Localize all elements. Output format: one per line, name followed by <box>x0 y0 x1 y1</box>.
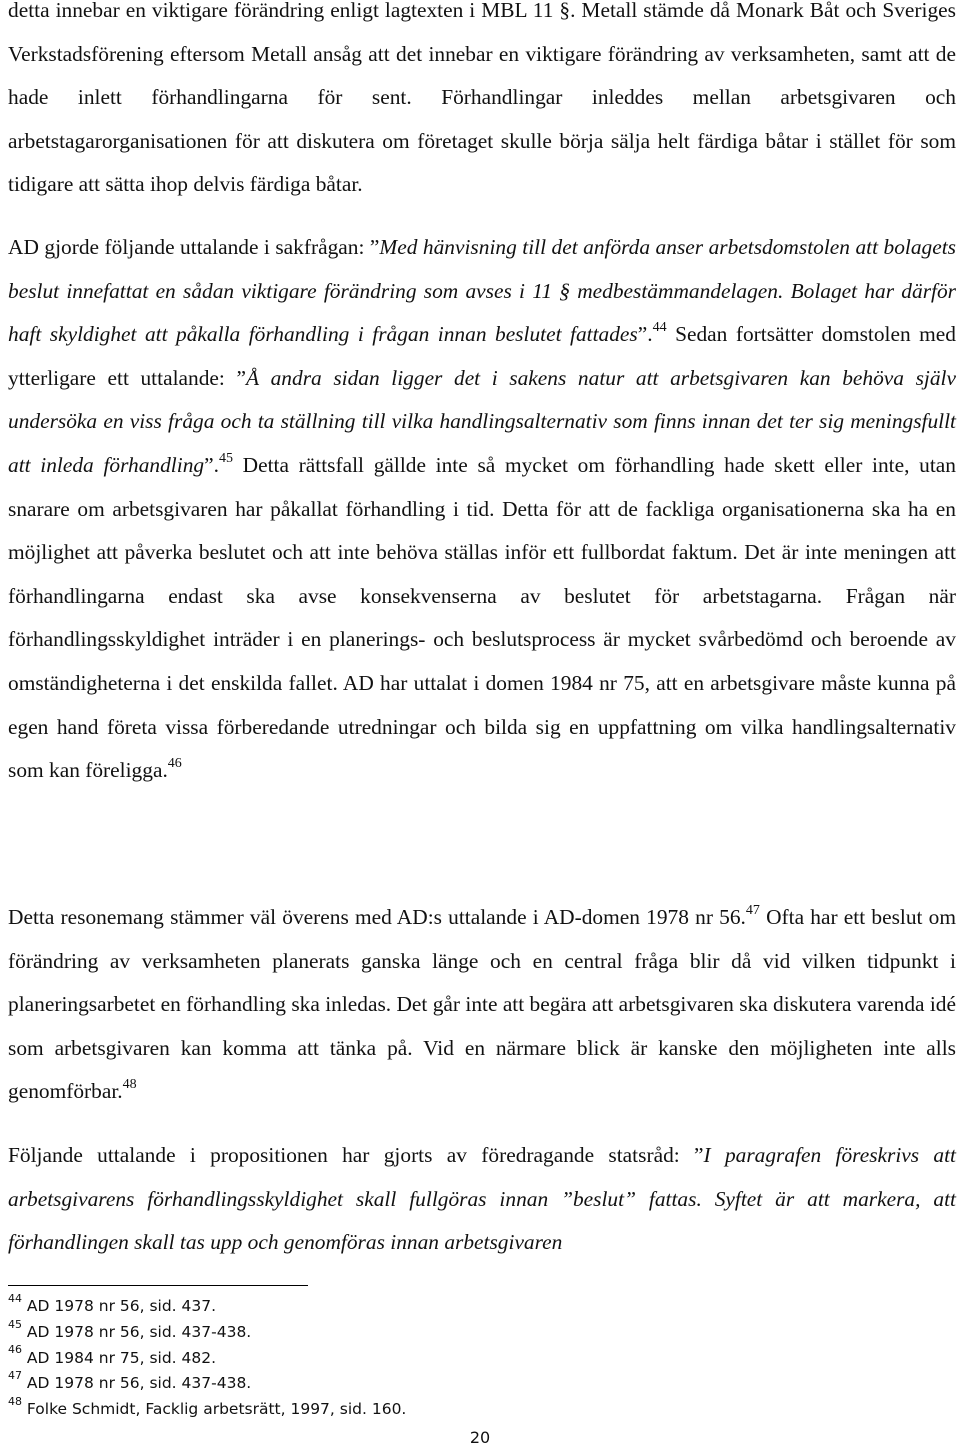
paragraph-3-text-b: Ofta har ett beslut om förändring av verksamheten planerats ganska länge och en central fråga blir då vid vilken tidpunkt i planeringsarbetet en förhandling ska inledas. Det går inte att begära att arbetsgivaren ska diskutera varenda idé som arbetsgivaren kan komma att tänka på. Vid en närmare blick är kanske den möjligheten inte alls genomförbar. <box>8 905 957 1104</box>
paragraph-4 <box>8 1134 956 1265</box>
footnote-number: 48 <box>8 1395 22 1409</box>
footnote-text: AD 1984 nr 75, sid. 482. <box>22 1348 217 1367</box>
footnote-45 <box>8 1317 406 1346</box>
paragraph-1-text: detta innebar en viktigare förändring enligt lagtexten i MBL 11 §. Metall stämde då Monark Båt och Sveriges Verkstadsförening eftersom Metall ansåg att det innebar en viktigare förändring av verksamheten, samt att de hade inlett förhandlingarna för sent. Förhandlingar inleddes mellan arbetsgivaren och arbetstagarorganisationen för att diskutera om företaget skulle börja sälja helt färdiga båtar i stället för som tidigare att sätta ihop delvis färdiga båtar. <box>8 0 956 197</box>
footnote-44 <box>8 1291 406 1320</box>
footnote-text: Folke Schmidt, Facklig arbetsrätt, 1997, sid. 160. <box>22 1400 407 1419</box>
paragraph-2-text-a: AD gjorde följande uttalande i sakfrågan: ” <box>8 235 380 259</box>
footnote-ref-45[interactable]: 45 <box>218 450 233 466</box>
paragraph-2-text-d: ”. <box>204 452 219 477</box>
footnote-ref-46[interactable]: 46 <box>167 756 182 771</box>
footnote-number: 45 <box>8 1317 22 1331</box>
footnote-number: 46 <box>8 1343 22 1357</box>
quote-ad-statement-2: Å andra sidan ligger det i sakens natur att arbetsgivaren kan behöva själv undersöka en viss fråga och ta ställning till vilka handlingsalternativ som finns innan det ter sig meningsfullt att inleda förhandling <box>8 365 956 477</box>
paragraph-3 <box>8 896 956 1114</box>
page-number: 20 <box>469 1428 491 1447</box>
footnote-text: AD 1978 nr 56, sid. 437-438. <box>22 1374 252 1393</box>
footnote-ref-47[interactable]: 47 <box>745 902 760 918</box>
paragraph-2-text-c: Sedan fortsätter domstolen med ytterligare ett uttalande: ” <box>8 322 956 390</box>
footnote-47 <box>8 1371 406 1397</box>
footnotes-section <box>8 1291 407 1423</box>
paragraph-3-text-a: Detta resonemang stämmer väl överens med AD:s uttalande i AD-domen 1978 nr 56. <box>8 905 746 929</box>
footnote-number: 44 <box>8 1291 22 1305</box>
footnote-46 <box>8 1343 406 1372</box>
paragraph-2-text-b: ”. <box>637 322 653 347</box>
quote-ad-statement-1: Med hänvisning till det anförda anser arbetsdomstolen att bolagets beslut innefattat en sådan viktigare förändring som avses i 11 § medbestämmandelagen. Bolaget har därför haft skyldighet att påkalla förhandling i frågan innan beslutet fattades <box>8 235 956 347</box>
footnote-48 <box>8 1397 406 1423</box>
footnote-text: AD 1978 nr 56, sid. 437. <box>22 1297 217 1315</box>
footnote-ref-44[interactable]: 44 <box>652 320 667 336</box>
footnote-ref-48[interactable]: 48 <box>122 1077 137 1093</box>
quote-proposition: I paragrafen föreskrivs att arbetsgivarens förhandlingsskyldighet skall fullgöras innan ”beslut” fattas. Syftet är att markera, att förhandlingen skall tas upp och genomföras innan arbetsgivaren <box>8 1143 956 1255</box>
footnote-text: AD 1978 nr 56, sid. 437-438. <box>22 1322 252 1341</box>
footnote-separator <box>8 1285 308 1286</box>
footnote-number: 47 <box>8 1369 22 1383</box>
paragraph-2-text-e: Detta rättsfall gällde inte så mycket om förhandling hade skett eller inte, utan snarare om arbetsgivaren har påkallat förhandling i tid. Detta för att de fackliga organisationerna ska ha en möjlighet att påverka beslutet och att inte behöva ställas inför ett fullbordat faktum. Det är inte meningen att förhandlingarna endast ska avse konsekvenserna av beslutet för arbetstagarna. Frågan när förhandlingsskyldighet inträder i en planerings- och beslutsprocess är mycket svårbedömd och beroende av omständigheterna i det enskilda fallet. AD har uttalat i domen 1984 nr 75, att en arbetsgivare måste kunna på egen hand företa vissa förberedande utredningar och bilda sig en uppfattning om vilka handlingsalternativ som kan föreligga. <box>8 452 956 783</box>
paragraph-2 <box>8 226 956 793</box>
paragraph-1 <box>8 0 956 207</box>
paragraph-4-text-a: Följande uttalande i propositionen har gjorts av föredragande statsråd: ” <box>8 1143 704 1167</box>
